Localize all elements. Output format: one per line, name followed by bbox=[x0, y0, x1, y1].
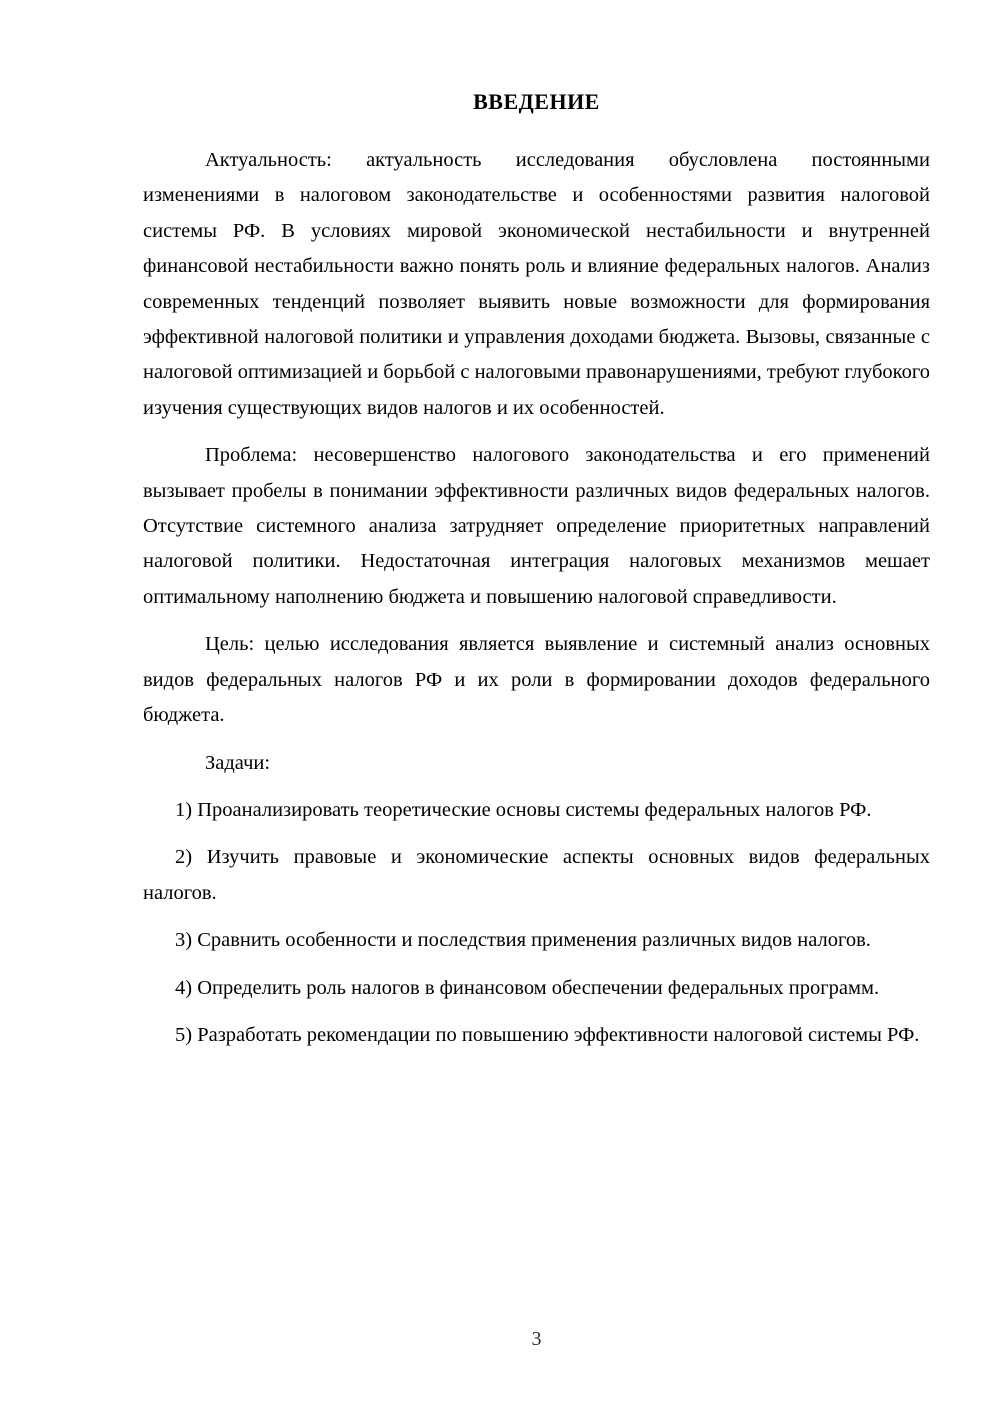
task-item-5: 5) Разработать рекомендации по повышению эффективности налоговой системы РФ. bbox=[175, 1023, 920, 1046]
page-title: ВВЕДЕНИЕ bbox=[473, 89, 600, 114]
page-number: 3 bbox=[531, 1328, 542, 1350]
task-item-2: 2) Изучить правовые и экономические аспекты основных видов федеральных налогов. bbox=[143, 846, 930, 904]
paragraph-tasks-label: Задачи: bbox=[205, 751, 271, 774]
paragraph-relevance: Актуальность: актуальность исследования обусловлена постоянными изменениями в налоговом законодательстве и особенностями развития налоговой системы РФ. В условиях мировой экономической нестабильности и внутренней финансовой нестабильности важно понять роль и влияние федеральных налогов. Анализ современных тенденций позволяет выявить новые возможности для формирования эффективной налоговой политики и управления доходами бюджета. Вызовы, связанные с налоговой оптимизацией и борьбой с налоговыми правонарушениями, требуют глубокого изучения существующих видов налогов и их особенностей. bbox=[143, 149, 930, 419]
paragraph-problem: Проблема: несовершенство налогового законодательства и его применений вызывает пробелы в понимании эффективности различных видов федеральных налогов. Отсутствие системного анализа затрудняет определение приоритетных направлений налоговой политики. Недостаточная интеграция налоговых механизмов мешает оптимальному наполнению бюджета и повышению налоговой справедливости. bbox=[143, 444, 930, 608]
document-page bbox=[143, 88, 930, 1065]
task-item-1: 1) Проанализировать теоретические основы системы федеральных налогов РФ. bbox=[175, 798, 872, 821]
task-item-4: 4) Определить роль налогов в финансовом обеспечении федеральных программ. bbox=[175, 976, 880, 999]
paragraph-goal: Цель: целью исследования является выявление и системный анализ основных видов федеральных налогов РФ и их роли в формировании доходов федерального бюджета. bbox=[143, 633, 930, 727]
task-item-3: 3) Сравнить особенности и последствия применения различных видов налогов. bbox=[175, 929, 871, 952]
